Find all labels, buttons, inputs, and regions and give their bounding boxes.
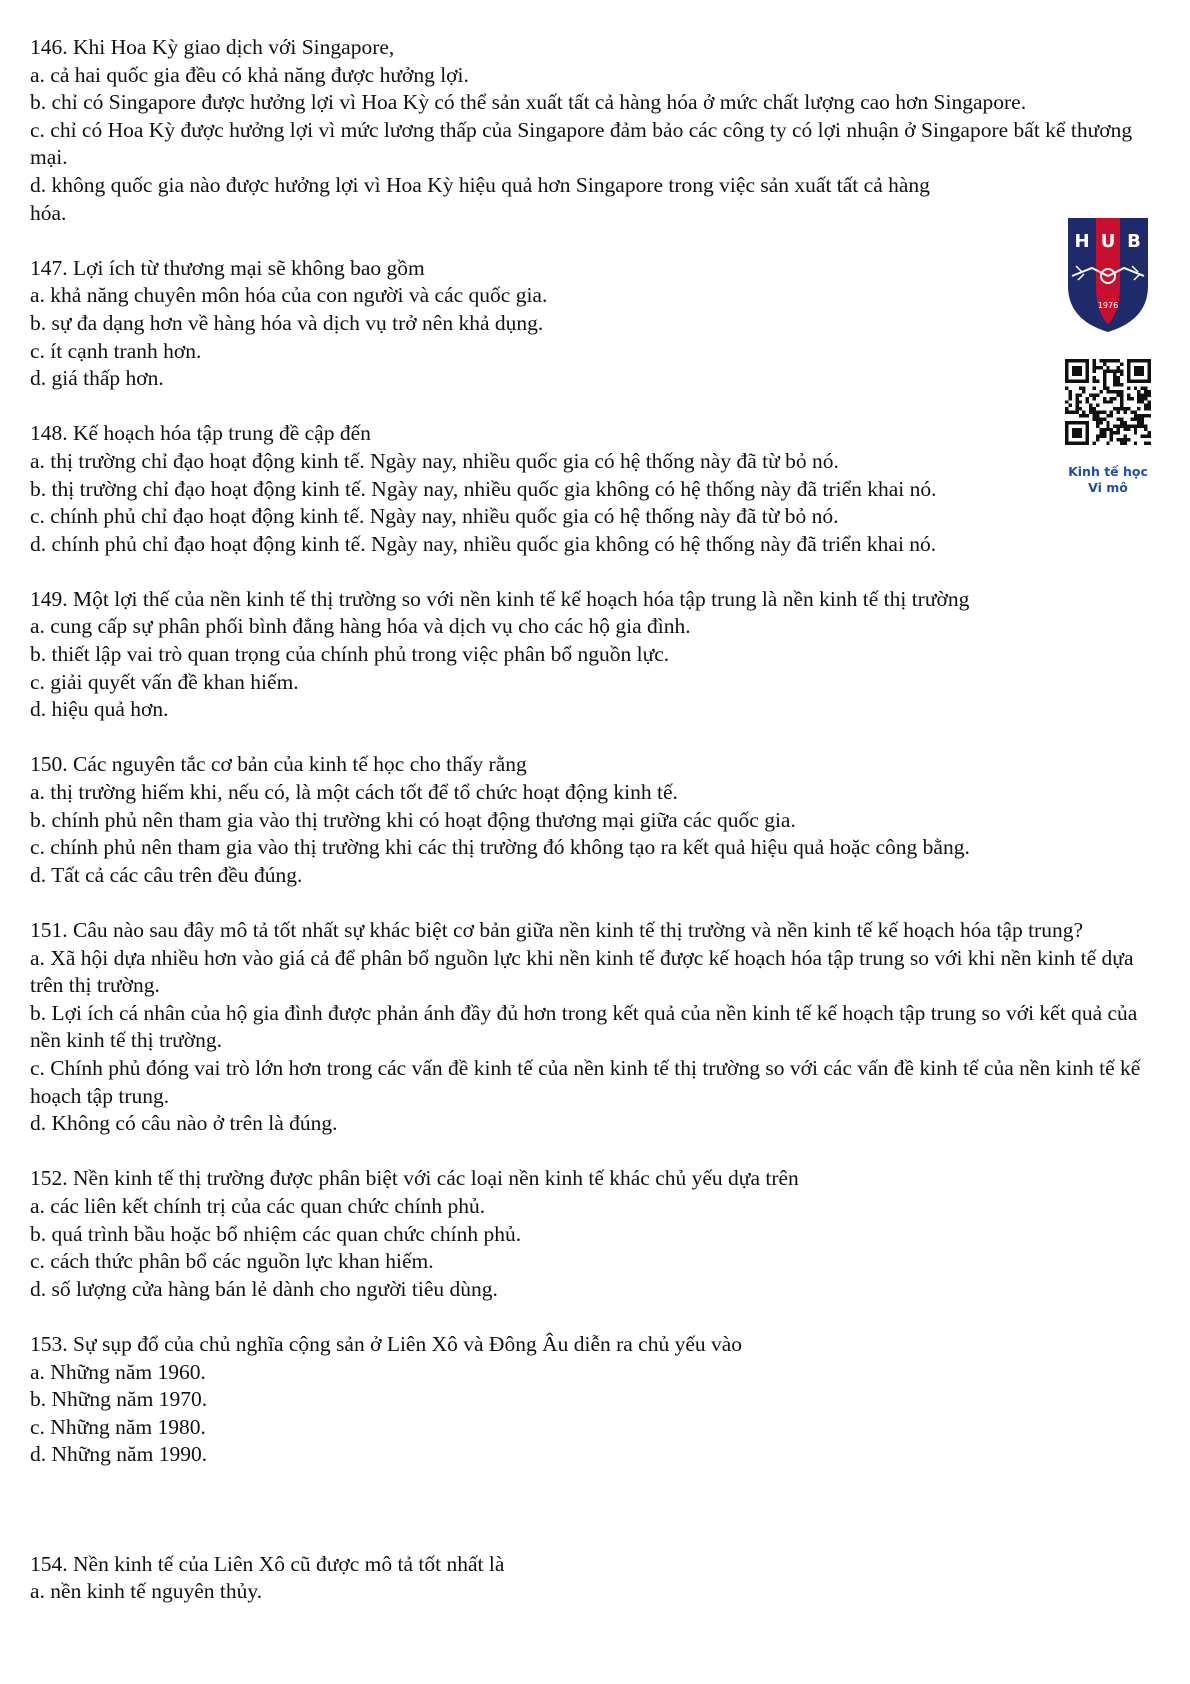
logo-letter-u: U (1100, 231, 1116, 252)
question-stem: 151. Câu nào sau đây mô tả tốt nhất sự khác biệt cơ bản giữa nền kinh tế thị trường và nền kinh tế kế hoạch hóa tập trung? (30, 918, 1083, 942)
logo-letter-b: B (1127, 231, 1141, 252)
answer-option-a: a. cung cấp sự phân phối bình đẳng hàng hóa và dịch vụ cho các hộ gia đình. (30, 614, 691, 639)
answer-option-d: d. Không có câu nào ở trên là đúng. (30, 1111, 338, 1136)
answer-option-a: a. Xã hội dựa nhiều hơn vào giá cả để phân bổ nguồn lực khi nền kinh tế được kế hoạch hóa tập trung so với khi nền kinh tế dựa trên thị trường. (30, 945, 1134, 998)
question-154 (30, 1551, 1165, 1606)
qr-code (1065, 359, 1151, 445)
logo-letter-h: H (1074, 231, 1090, 252)
answer-option-b: b. quá trình bầu hoặc bổ nhiệm các quan chức chính phủ. (30, 1221, 522, 1246)
question-153 (30, 1331, 1165, 1469)
question-stem: 154. Nền kinh tế của Liên Xô cũ được mô tả tốt nhất là (30, 1551, 505, 1576)
answer-option-d: d. số lượng cửa hàng bán lẻ dành cho người tiêu dùng. (30, 1276, 498, 1301)
question-stem: 149. Một lợi thế của nền kinh tế thị trường so với nền kinh tế kế hoạch hóa tập trung là nền kinh tế thị trường (30, 586, 970, 611)
question-stem: 150. Các nguyên tắc cơ bản của kinh tế học cho thấy rằng (30, 752, 527, 777)
document-body (30, 34, 1165, 1634)
answer-option-b: b. chỉ có Singapore được hưởng lợi vì Hoa Kỳ có thể sản xuất tất cả hàng hóa ở mức chất lượng cao hơn Singapore. (30, 90, 1027, 115)
answer-option-a: a. cả hai quốc gia đều có khả năng được hưởng lợi. (30, 62, 469, 87)
logo-year: 1976 (1097, 301, 1119, 310)
question-stem: 146. Khi Hoa Kỳ giao dịch với Singapore, (30, 35, 395, 59)
answer-option-b: b. thị trường chỉ đạo hoạt động kinh tế. Ngày nay, nhiều quốc gia không có hệ thống này đã triển khai nó. (30, 476, 937, 501)
question-stem: 147. Lợi ích từ thương mại sẽ không bao gồm (30, 255, 425, 280)
question-stem: 148. Kế hoạch hóa tập trung đề cập đến (30, 421, 371, 446)
hub-university-logo (1066, 216, 1150, 334)
question-146 (30, 34, 1165, 227)
question-150 (30, 751, 1165, 889)
answer-option-d: d. không quốc gia nào được hưởng lợi vì Hoa Kỳ hiệu quả hơn Singapore trong việc sản xuất tất cả hàng hóa. (30, 172, 930, 225)
answer-option-d: d. Tất cả các câu trên đều đúng. (30, 862, 303, 887)
answer-option-b: b. chính phủ nên tham gia vào thị trường khi có hoạt động thương mại giữa các quốc gia. (30, 807, 796, 832)
answer-option-a: a. thị trường hiếm khi, nếu có, là một cách tốt để tổ chức hoạt động kinh tế. (30, 780, 678, 805)
answer-option-d: d. chính phủ chỉ đạo hoạt động kinh tế. Ngày nay, nhiều quốc gia không có hệ thống này đã triển khai nó. (30, 531, 937, 556)
answer-option-a: a. khả năng chuyên môn hóa của con người và các quốc gia. (30, 283, 548, 308)
answer-option-a: a. thị trường chỉ đạo hoạt động kinh tế. Ngày nay, nhiều quốc gia có hệ thống này đã từ bỏ nó. (30, 448, 839, 473)
answer-option-c: c. Những năm 1980. (30, 1414, 206, 1439)
answer-option-c: c. ít cạnh tranh hơn. (30, 338, 202, 363)
answer-option-b: b. Lợi ích cá nhân của hộ gia đình được phản ánh đầy đủ hơn trong kết quả của nền kinh tế kế hoạch tập trung so với kết quả của nền kinh tế thị trường. (30, 1000, 1138, 1053)
answer-option-c: c. chỉ có Hoa Kỳ được hưởng lợi vì mức lương thấp của Singapore đảm bảo các công ty có lợi nhuận ở Singapore bất kể thương mại. (30, 117, 1133, 170)
answer-option-a: a. nền kinh tế nguyên thủy. (30, 1579, 263, 1604)
question-152 (30, 1165, 1165, 1303)
question-stem: 153. Sự sụp đổ của chủ nghĩa cộng sản ở Liên Xô và Đông Âu diễn ra chủ yếu vào (30, 1331, 743, 1356)
question-148 (30, 420, 1165, 558)
answer-option-d: d. Những năm 1990. (30, 1442, 208, 1467)
caption-subject: Vi mô (1088, 480, 1128, 495)
answer-option-c: c. chính phủ nên tham gia vào thị trường khi các thị trường đó không tạo ra kết quả hiệu quả hoặc công bằng. (30, 835, 970, 860)
answer-option-c: c. giải quyết vấn đề khan hiếm. (30, 669, 299, 694)
answer-option-b: b. sự đa dạng hơn về hàng hóa và dịch vụ trở nên khả dụng. (30, 310, 544, 335)
answer-option-c: c. cách thức phân bổ các nguồn lực khan hiếm. (30, 1249, 434, 1274)
answer-option-c: c. Chính phủ đóng vai trò lớn hơn trong các vấn đề kinh tế của nền kinh tế thị trường so với các vấn đề kinh tế của nền kinh tế kế hoạch tập trung. (30, 1055, 1141, 1108)
answer-option-d: d. hiệu quả hơn. (30, 697, 169, 722)
answer-option-b: b. Những năm 1970. (30, 1387, 208, 1412)
answer-option-a: a. các liên kết chính trị của các quan chức chính phủ. (30, 1193, 486, 1218)
answer-option-b: b. thiết lập vai trò quan trọng của chính phủ trong việc phân bổ nguồn lực. (30, 642, 670, 667)
question-151 (30, 917, 1165, 1138)
question-149 (30, 586, 1165, 724)
answer-option-a: a. Những năm 1960. (30, 1359, 206, 1384)
answer-option-c: c. chính phủ chỉ đạo hoạt động kinh tế. Ngày nay, nhiều quốc gia có hệ thống này đã từ bỏ nó. (30, 504, 839, 529)
question-147 (30, 255, 1165, 393)
caption-course: Kinh tế học (1068, 464, 1148, 479)
answer-option-d: d. giá thấp hơn. (30, 366, 164, 391)
question-stem: 152. Nền kinh tế thị trường được phân biệt với các loại nền kinh tế khác chủ yếu dựa trên (30, 1166, 799, 1191)
